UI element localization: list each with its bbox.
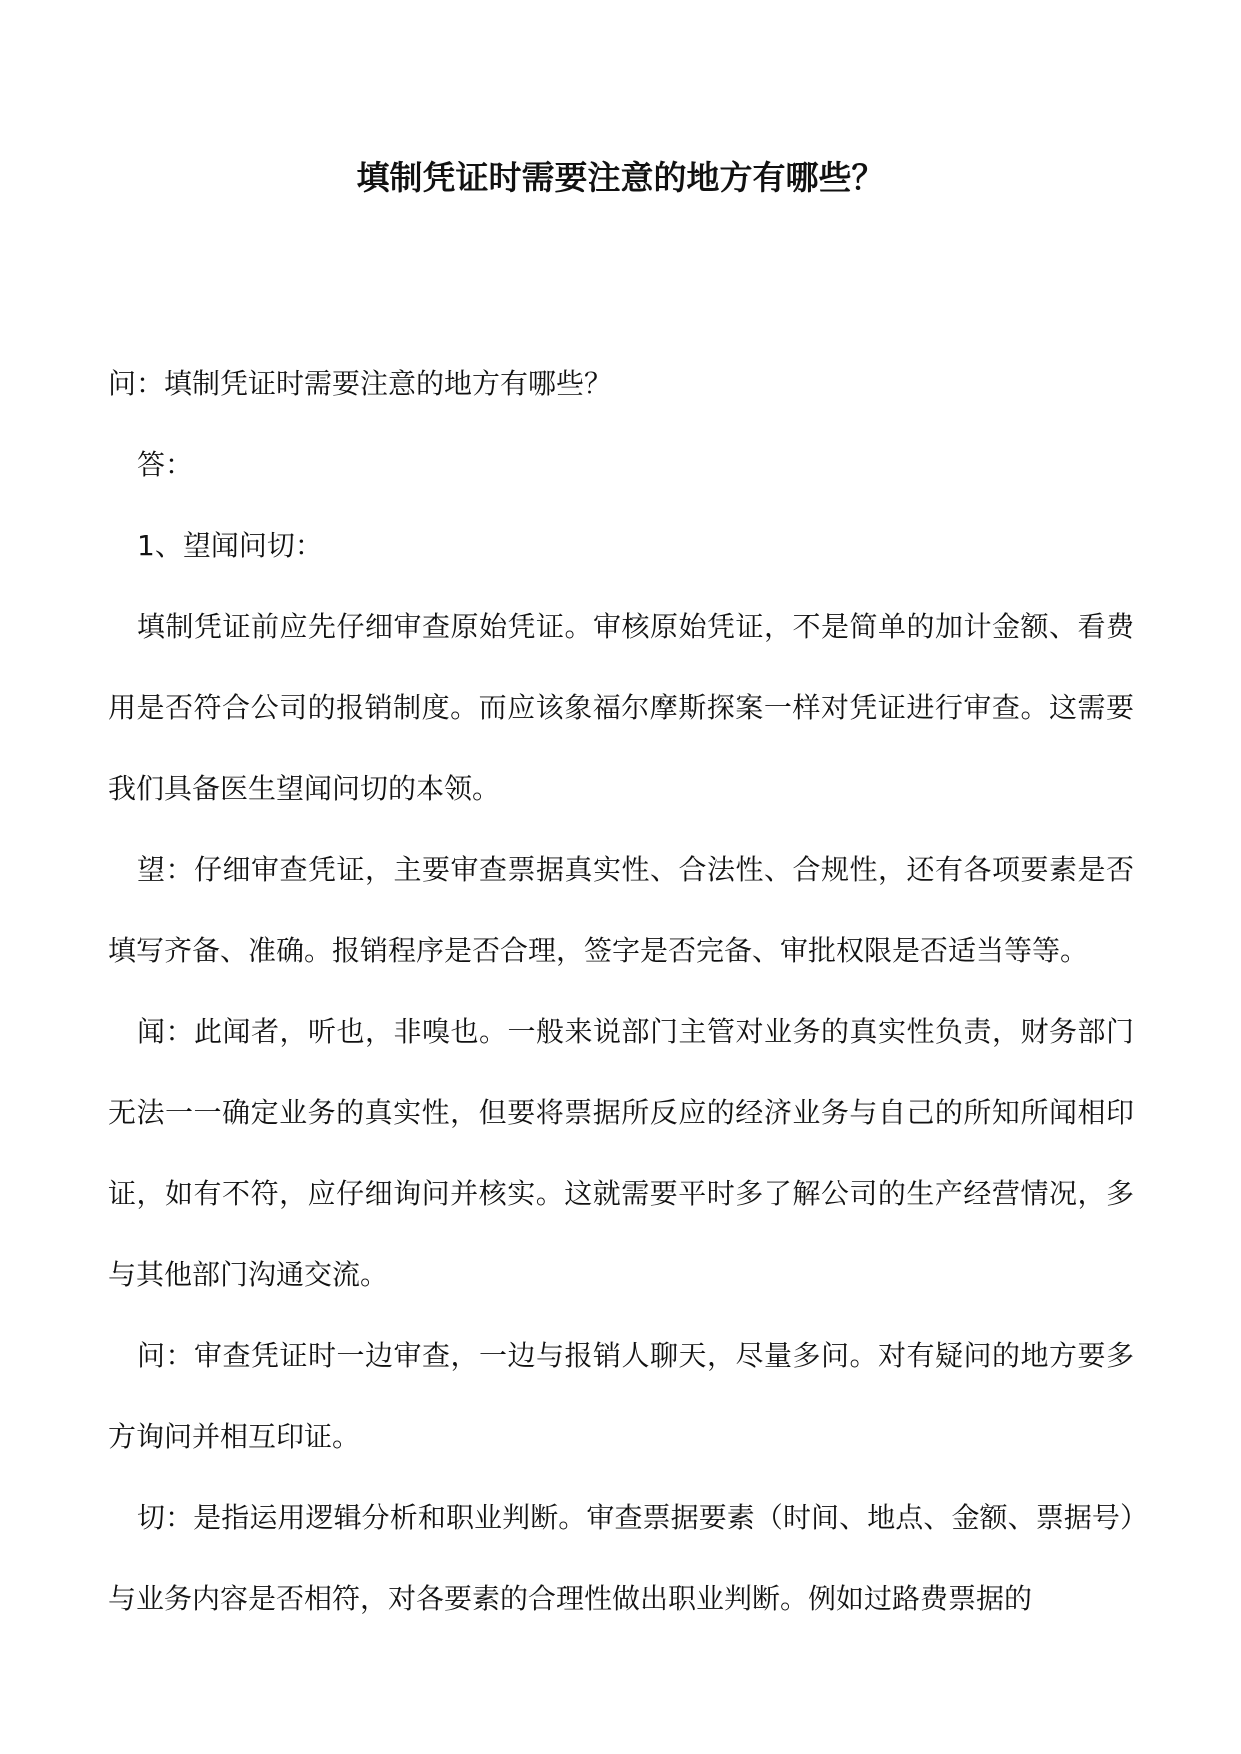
answer-label: 答：: [137, 448, 194, 481]
judge-paragraph: 切：是指运用逻辑分析和职业判断。审查票据要素（时间、地点、金额、票据号）与业务内容是否相符，对各要素的合理性做出职业判断。例如过路费票据的: [108, 1501, 1134, 1615]
document-body: [108, 343, 1134, 1639]
document-title: 填制凭证时需要注意的地方有哪些？: [356, 158, 885, 197]
intro-paragraph: 填制凭证前应先仔细审查原始凭证。审核原始凭证，不是简单的加计金额、看费用是否符合公司的报销制度。而应该象福尔摩斯探案一样对凭证进行审查。这需要我们具备医生望闻问切的本领。: [108, 610, 1134, 805]
question-paragraph: 问：填制凭证时需要注意的地方有哪些？: [108, 367, 613, 400]
listen-paragraph: 闻：此闻者，听也，非嗅也。一般来说部门主管对业务的真实性负责，财务部门无法一一确定业务的真实性，但要将票据所反应的经济业务与自己的所知所闻相印证，如有不符，应仔细询问并核实。这就需要平时多了解公司的生产经营情况，多与其他部门沟通交流。: [108, 1015, 1134, 1291]
section-heading: 1、望闻问切：: [137, 529, 323, 562]
ask-paragraph: 问：审查凭证时一边审查，一边与报销人聊天，尽量多问。对有疑问的地方要多方询问并相互印证。: [108, 1339, 1134, 1453]
look-paragraph: 望：仔细审查凭证，主要审查票据真实性、合法性、合规性，还有各项要素是否填写齐备、准确。报销程序是否合理，签字是否完备、审批权限是否适当等等。: [108, 853, 1134, 967]
